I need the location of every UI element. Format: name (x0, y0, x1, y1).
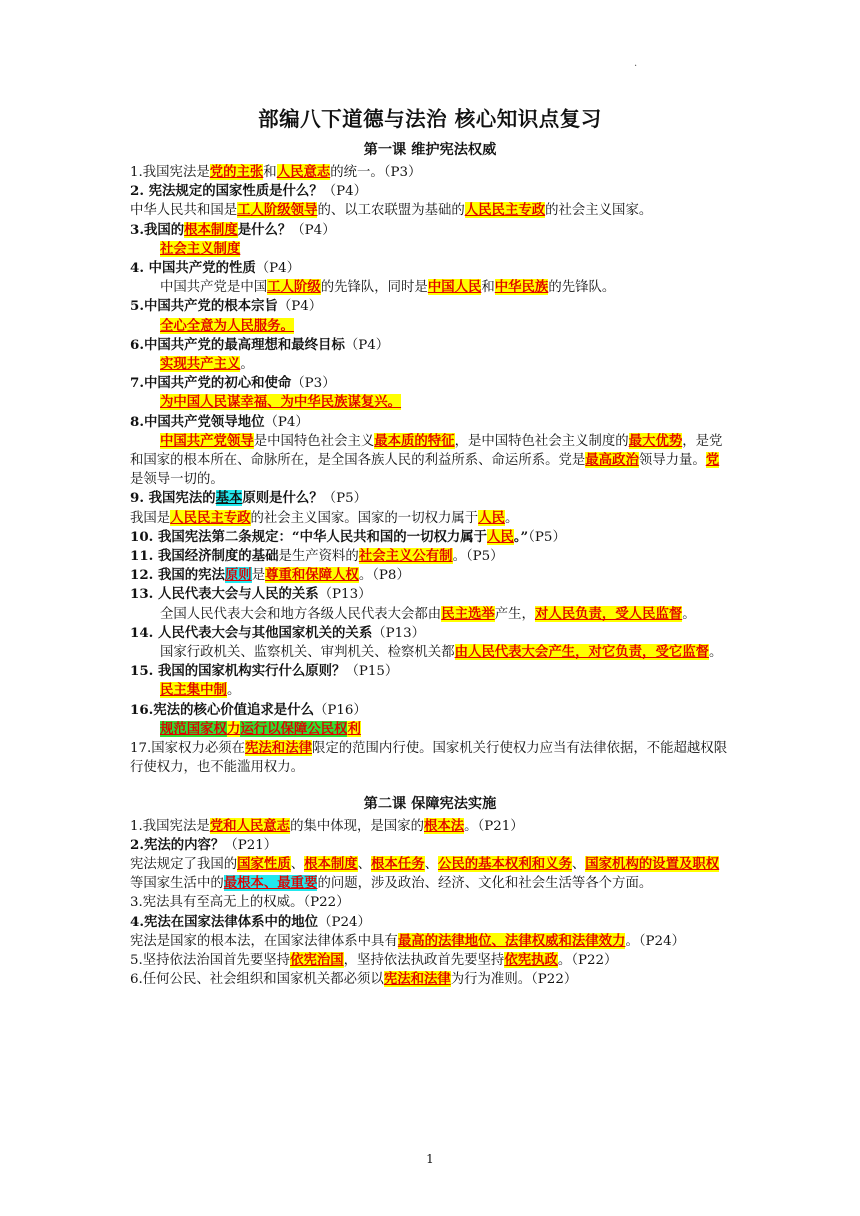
l1-item-5-question: 5.中国共产党的根本宗旨（P4） (130, 298, 323, 315)
l1-item-2-question: 2. 宪法规定的国家性质是什么？（P4） (130, 183, 368, 200)
l1-item-7-answer: 为中国人民谋幸福、为中华民族谋复兴。 (160, 394, 402, 411)
l1-item-13-question: 13. 人民代表大会与人民的关系（P13） (130, 586, 372, 603)
l1-item-1: 1.我国宪法是党的主张和人民意志的统一。（P3） (130, 164, 422, 180)
l1-item-14-answer: 国家行政机关、监察机关、审判机关、检察机关都由人民代表大会产生，对它负责，受它监督。 (160, 644, 723, 661)
l1-item-17: 17.国家权力必须在宪法和法律限定的范围内行使。国家机关行使权力应当有法律依据，不能超越权限行使权力，也不能滥用权力。 (130, 740, 728, 776)
l1-item-11: 11. 我国经济制度的基础是生产资料的社会主义公有制。（P5） (130, 548, 504, 565)
l2-item-5: 5.坚持依法治国首先要坚持依宪治国，坚持依法执政首先要坚持依宪执政。（P22） (130, 951, 618, 968)
l2-item-6: 6.任何公民、社会组织和国家机关都必须以宪法和法律为行为准则。（P22） (130, 971, 578, 988)
l1-item-14-question: 14. 人民代表大会与其他国家机关的关系（P13） (130, 624, 426, 641)
l1-item-2-answer: 中华人民共和国是工人阶级领导的、以工农联盟为基础的人民民主专政的社会主义国家。 (130, 202, 653, 219)
l2-item-2-question: 2.宪法的内容？（P21） (130, 836, 278, 853)
document-title: 部编八下道德与法治 核心知识点复习 (258, 107, 602, 131)
l2-item-4-answer: 宪法是国家的根本法，在国家法律体系中具有最高的法律地位、法律权威和法律效力。（P24） (130, 932, 685, 949)
l1-item-6-question: 6.中国共产党的最高理想和最终目标（P4） (130, 336, 390, 353)
l1-item-4-answer: 中国共产党是中国工人阶级的先锋队，同时是中国人民和中华民族的先锋队。 (160, 279, 616, 296)
l1-item-3-question: 3.我国的根本制度是什么？（P4） (130, 221, 336, 238)
l1-item-15-answer: 民主集中制。 (160, 682, 241, 699)
l2-item-3: 3.宪法具有至高无上的权威。（P22） (130, 895, 350, 911)
l1-item-5-answer: 全心全意为人民服务。 (160, 317, 294, 334)
l1-item-10: 10. 我国宪法第二条规定：“中华人民共和国的一切权力属于人民。”（P5） (130, 528, 566, 545)
document-page (130, 105, 730, 989)
l1-item-9-answer: 我国是人民民主专政的社会主义国家。国家的一切权力属于人民。 (130, 509, 519, 526)
l1-item-8-answer: 中国共产党领导是中国特色社会主义最本质的特征，是中国特色社会主义制度的最大优势，是党和国家的根本所在、命脉所在，是全国各族人民的利益所系、命运所系。党是最高政治领导力量。党是领导一切的。 (130, 432, 723, 488)
l2-item-4-question: 4.宪法在国家法律体系中的地位（P24） (130, 913, 371, 930)
l1-item-12: 12. 我国的宪法原则是尊重和保障人权。（P8） (130, 567, 410, 584)
lesson2-heading: 第二课 保障宪法实施 (363, 795, 497, 812)
l2-item-1: 1.我国宪法是党和人民意志的集中体现，是国家的根本法。（P21） (130, 817, 524, 834)
l1-item-15-question: 15. 我国的国家机构实行什么原则？（P15） (130, 663, 399, 680)
l1-item-16-question: 16.宪法的核心价值追求是什么（P16） (130, 701, 367, 718)
l1-item-9-question: 9. 我国宪法的基本原则是什么？（P5） (130, 490, 368, 507)
l1-item-16-answer: 规范国家权力运行以保障公民权利 (160, 720, 361, 737)
lesson1-heading: 第一课 维护宪法权威 (363, 142, 497, 158)
l1-item-4-question: 4. 中国共产党的性质（P4） (130, 260, 301, 277)
l1-item-3-answer: 社会主义制度 (160, 240, 241, 257)
l1-item-7-question: 7.中国共产党的初心和使命（P3） (130, 375, 336, 392)
top-dot: . (634, 58, 638, 69)
l1-item-8-question: 8.中国共产党领导地位（P4） (130, 413, 309, 430)
l2-item-2-answer: 宪法规定了我国的国家性质、根本制度、根本任务、公民的基本权利和义务、国家机构的设置及职权等国家生活中的最根本、最重要的问题，涉及政治、经济、文化和社会生活等各个方面。 (130, 855, 720, 892)
page-number: 1 (426, 1152, 434, 1166)
l1-item-6-answer: 实现共产主义。 (160, 356, 254, 373)
l1-item-13-answer: 全国人民代表大会和地方各级人民代表大会都由民主选举产生，对人民负责，受人民监督。 (160, 605, 696, 622)
